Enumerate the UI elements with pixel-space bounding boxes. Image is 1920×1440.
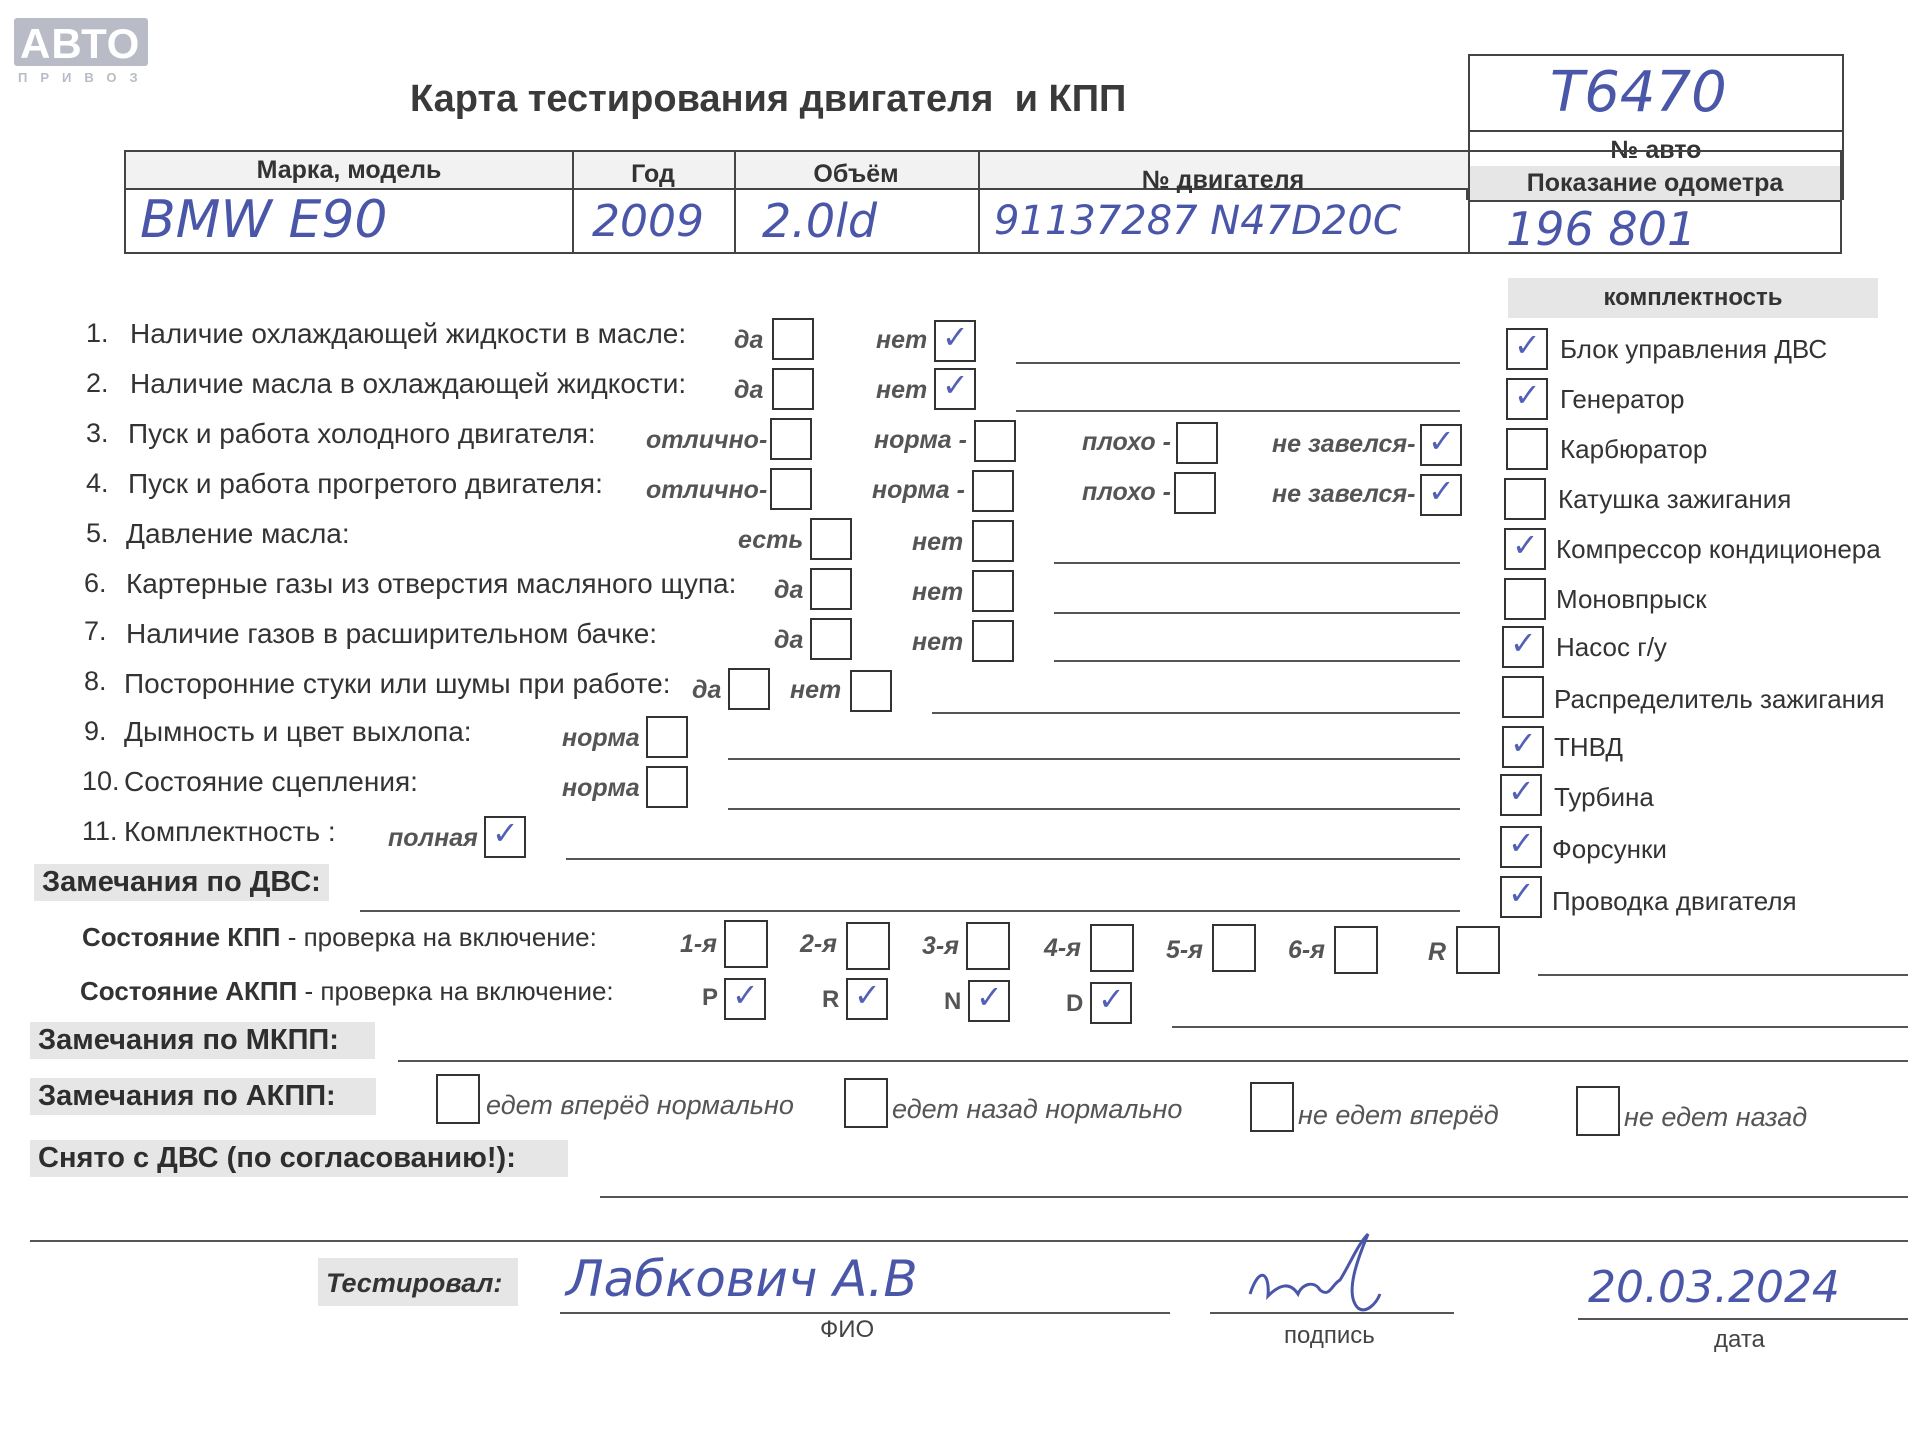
question-text: Посторонние стуки или шумы при работе: xyxy=(124,668,671,699)
checkbox-q1-no[interactable] xyxy=(934,320,976,362)
question-number: 10. xyxy=(82,766,120,796)
question-text: Наличие охлаждающей жидкости в масле: xyxy=(130,318,687,349)
checkbox-q1-yes[interactable] xyxy=(772,318,814,360)
question-number: 11. xyxy=(82,816,118,846)
removed-from-dvs-label: Снято с ДВС (по согласованию!): xyxy=(30,1140,568,1177)
option-label: нет xyxy=(876,376,928,404)
logo xyxy=(14,18,151,85)
question-text: Пуск и работа прогретого двигателя: xyxy=(128,468,603,499)
akpp-remark-checkbox-forward-ok[interactable] xyxy=(436,1074,480,1124)
remarks-mkpp-label: Замечания по МКПП: xyxy=(30,1022,375,1059)
option-label: да xyxy=(774,626,804,654)
checkbox-q7-no[interactable] xyxy=(972,620,1014,662)
logo-text: АВТО xyxy=(20,20,141,67)
check-mark-icon: ✓ xyxy=(854,976,881,1014)
question-number: 1. xyxy=(86,318,109,348)
option-label: норма xyxy=(562,724,640,752)
komplekt-checkbox-ignition-coil[interactable] xyxy=(1504,478,1546,520)
checkbox-q4-not-started[interactable] xyxy=(1420,474,1462,516)
checkbox-q2-no[interactable] xyxy=(934,368,976,410)
akpp-mode-label: N xyxy=(944,988,962,1015)
checkbox-q3-excellent[interactable] xyxy=(770,418,812,460)
auto-number-label: № авто xyxy=(1610,136,1702,164)
option-label: нет xyxy=(912,528,964,556)
checkbox-q4-excellent[interactable] xyxy=(770,468,812,510)
kpp-label-rest: - проверка на включение: xyxy=(280,922,597,952)
check-mark-icon: ✓ xyxy=(1514,376,1541,414)
col-header-volume: Объём xyxy=(813,160,899,188)
checkbox-q3-bad[interactable] xyxy=(1176,422,1218,464)
gear-checkbox-3[interactable] xyxy=(966,922,1010,970)
check-mark-icon: ✓ xyxy=(1512,526,1539,564)
date-caption: дата xyxy=(1714,1326,1765,1353)
page-title: Карта тестирования двигателя и КПП xyxy=(410,78,1127,120)
question-number: 5. xyxy=(86,518,109,548)
checkbox-q5-yes[interactable] xyxy=(810,518,852,560)
option-label: нет xyxy=(912,628,964,656)
gear-label: 3-я xyxy=(922,932,959,960)
checkbox-q8-yes[interactable] xyxy=(728,668,770,710)
akpp-label xyxy=(80,976,614,1007)
checkbox-q5-no[interactable] xyxy=(972,520,1014,562)
komplekt-checkbox-ecu[interactable] xyxy=(1506,328,1548,370)
option-label: отлично- xyxy=(646,476,768,504)
gear-label: 4-я xyxy=(1044,934,1081,962)
gear-label: R xyxy=(1428,938,1447,966)
check-mark-icon: ✓ xyxy=(1508,772,1535,810)
remarks-dvs-label: Замечания по ДВС: xyxy=(34,864,329,901)
question-number: 4. xyxy=(86,468,109,498)
gear-checkbox-2[interactable] xyxy=(846,922,890,970)
akpp-label-rest: - проверка на включение: xyxy=(297,976,614,1006)
checkbox-q2-yes[interactable] xyxy=(772,368,814,410)
col-header-engine-number: № двигателя xyxy=(1141,166,1305,194)
komplekt-checkbox-engine-wiring[interactable] xyxy=(1500,876,1542,918)
question-number: 3. xyxy=(86,418,109,448)
komplekt-label: ТНВД xyxy=(1554,732,1624,762)
checkbox-q3-normal[interactable] xyxy=(974,420,1016,462)
test-date-value[interactable]: 20.03.2024 xyxy=(1588,1262,1840,1313)
tested-by-label: Тестировал: xyxy=(326,1268,503,1298)
odometer-value[interactable]: 196 801 xyxy=(1506,202,1697,256)
question-text: Состояние сцепления: xyxy=(124,766,418,797)
komplekt-label: Катушка зажигания xyxy=(1558,484,1792,514)
akpp-remark-label: не едет вперёд xyxy=(1298,1100,1499,1130)
komplekt-checkbox-distributor[interactable] xyxy=(1502,676,1544,718)
option-label: да xyxy=(734,376,764,404)
check-mark-icon: ✓ xyxy=(732,976,759,1014)
check-mark-icon: ✓ xyxy=(1510,624,1537,662)
option-label: да xyxy=(774,576,804,604)
remarks-akpp-label: Замечания по АКПП: xyxy=(30,1078,376,1115)
check-mark-icon: ✓ xyxy=(1510,724,1537,762)
option-label: да xyxy=(692,676,722,704)
check-mark-icon: ✓ xyxy=(1508,874,1535,912)
col-header-year: Год xyxy=(631,160,675,188)
vehicle-table xyxy=(124,150,1842,254)
gear-label: 1-я xyxy=(680,930,717,958)
komplekt-label: Моновпрыск xyxy=(1556,584,1707,614)
volume-value[interactable]: 2.0ld xyxy=(762,194,878,248)
question-text: Давление масла: xyxy=(126,518,350,549)
akpp-remark-label: едет назад нормально xyxy=(892,1094,1183,1124)
komplekt-label: Блок управления ДВС xyxy=(1560,334,1828,364)
gear-label: 5-я xyxy=(1166,936,1203,964)
checkbox-q9-normal[interactable] xyxy=(646,716,688,758)
komplekt-checkbox-ac-compressor[interactable] xyxy=(1504,528,1546,570)
option-label: полная xyxy=(388,824,478,852)
komplekt-checkbox-power-steering-pump[interactable] xyxy=(1502,626,1544,668)
akpp-checkbox-n[interactable] xyxy=(968,980,1010,1022)
checkbox-q4-normal[interactable] xyxy=(972,470,1014,512)
question-number: 9. xyxy=(84,716,107,746)
komplekt-label: Компрессор кондиционера xyxy=(1556,534,1881,564)
checkbox-q6-no[interactable] xyxy=(972,570,1014,612)
komplekt-checkbox-mono-injection[interactable] xyxy=(1504,578,1546,620)
option-label: плохо - xyxy=(1082,428,1171,456)
option-label: нет xyxy=(790,676,842,704)
question-text: Дымность и цвет выхлопа: xyxy=(124,716,472,747)
komplekt-label: Генератор xyxy=(1560,384,1685,414)
akpp-checkbox-p[interactable] xyxy=(724,978,766,1020)
year-value[interactable]: 2009 xyxy=(592,196,704,247)
komplekt-label: Карбюратор xyxy=(1560,434,1708,464)
check-mark-icon: ✓ xyxy=(942,366,969,404)
gear-label: 2-я xyxy=(800,930,837,958)
akpp-remark-checkbox-no-forward[interactable] xyxy=(1250,1082,1294,1132)
check-mark-icon: ✓ xyxy=(492,814,519,852)
check-mark-icon: ✓ xyxy=(976,978,1003,1016)
komplekt-label: Турбина xyxy=(1554,782,1654,812)
option-label: норма xyxy=(562,774,640,802)
make-model-value[interactable]: BMW E90 xyxy=(140,190,388,250)
kpp-label-bold: Состояние КПП xyxy=(82,922,281,952)
auto-number-value[interactable]: T6470 xyxy=(1550,60,1727,125)
checkbox-q10-normal[interactable] xyxy=(646,766,688,808)
option-label: плохо - xyxy=(1082,478,1171,506)
question-number: 6. xyxy=(84,568,107,598)
question-text: Наличие масла в охлаждающей жидкости: xyxy=(130,368,687,399)
gear-checkbox-6[interactable] xyxy=(1334,926,1378,974)
odometer-label: Показание одометра xyxy=(1526,169,1784,197)
akpp-remark-label: не едет назад xyxy=(1624,1102,1808,1132)
option-label: нет xyxy=(876,326,928,354)
komplekt-checkbox-turbine[interactable] xyxy=(1500,774,1542,816)
option-label: норма - xyxy=(874,426,967,454)
option-label: норма - xyxy=(872,476,965,504)
question-text: Пуск и работа холодного двигателя: xyxy=(128,418,596,449)
gear-checkbox-5[interactable] xyxy=(1212,924,1256,972)
check-mark-icon: ✓ xyxy=(1514,326,1541,364)
checkbox-q11-complete[interactable] xyxy=(484,816,526,858)
signature xyxy=(1240,1224,1400,1320)
checkbox-q3-not-started[interactable] xyxy=(1420,424,1462,466)
question-text: Наличие газов в расширительном бачке: xyxy=(126,618,658,649)
akpp-mode-label: P xyxy=(702,984,719,1011)
name-caption: ФИО xyxy=(820,1316,875,1343)
komplekt-checkbox-generator[interactable] xyxy=(1506,378,1548,420)
engine-number-value[interactable]: 91137287 N47D20C xyxy=(994,198,1401,244)
komplekt-label: Проводка двигателя xyxy=(1552,886,1797,916)
option-label: отлично- xyxy=(646,426,768,454)
checkbox-q4-bad[interactable] xyxy=(1174,472,1216,514)
signature-caption: подпись xyxy=(1284,1322,1375,1349)
akpp-checkbox-d[interactable] xyxy=(1090,982,1132,1024)
akpp-checkbox-r[interactable] xyxy=(846,978,888,1020)
akpp-mode-label: R xyxy=(822,986,840,1013)
komplekt-label: Форсунки xyxy=(1552,834,1667,864)
akpp-label-bold: Состояние АКПП xyxy=(80,976,298,1006)
akpp-remark-checkbox-no-backward[interactable] xyxy=(1576,1086,1620,1136)
option-label: не завелся- xyxy=(1272,480,1416,508)
kpp-label xyxy=(82,922,597,953)
question-text: Картерные газы из отверстия масляного щупа: xyxy=(126,568,737,599)
col-header-make-model: Марка, модель xyxy=(256,156,442,184)
komplekt-label: Распределитель зажигания xyxy=(1554,684,1885,714)
check-mark-icon: ✓ xyxy=(942,318,969,356)
gear-checkbox-reverse[interactable] xyxy=(1456,926,1500,974)
logo-subtitle: ПРИВОЗ xyxy=(18,70,151,85)
checkbox-q8-no[interactable] xyxy=(850,670,892,712)
komplektnost-title: комплектность xyxy=(1603,284,1783,311)
komplekt-checkbox-injection-pump[interactable] xyxy=(1502,726,1544,768)
question-text: Комплектность : xyxy=(124,816,336,847)
checkbox-q6-yes[interactable] xyxy=(810,568,852,610)
akpp-remark-checkbox-backward-ok[interactable] xyxy=(844,1078,888,1128)
question-number: 8. xyxy=(84,666,107,696)
akpp-remark-label: едет вперёд нормально xyxy=(486,1090,794,1120)
check-mark-icon: ✓ xyxy=(1428,422,1455,460)
option-label: да xyxy=(734,326,764,354)
gear-label: 6-я xyxy=(1288,936,1325,964)
komplekt-checkbox-carburetor[interactable] xyxy=(1506,428,1548,470)
gear-checkbox-4[interactable] xyxy=(1090,924,1134,972)
akpp-mode-label: D xyxy=(1066,990,1084,1017)
check-mark-icon: ✓ xyxy=(1098,980,1125,1018)
checkbox-q7-yes[interactable] xyxy=(810,618,852,660)
option-label: не завелся- xyxy=(1272,430,1416,458)
option-label: нет xyxy=(912,578,964,606)
komplekt-checkbox-injectors[interactable] xyxy=(1500,826,1542,868)
question-number: 7. xyxy=(84,616,107,646)
komplekt-label: Насос г/у xyxy=(1556,632,1667,662)
check-mark-icon: ✓ xyxy=(1508,824,1535,862)
option-label: есть xyxy=(738,526,804,554)
gear-checkbox-1[interactable] xyxy=(724,920,768,968)
tester-name-value[interactable]: Лабкович А.В xyxy=(566,1250,918,1308)
check-mark-icon: ✓ xyxy=(1428,472,1455,510)
question-number: 2. xyxy=(86,368,109,398)
